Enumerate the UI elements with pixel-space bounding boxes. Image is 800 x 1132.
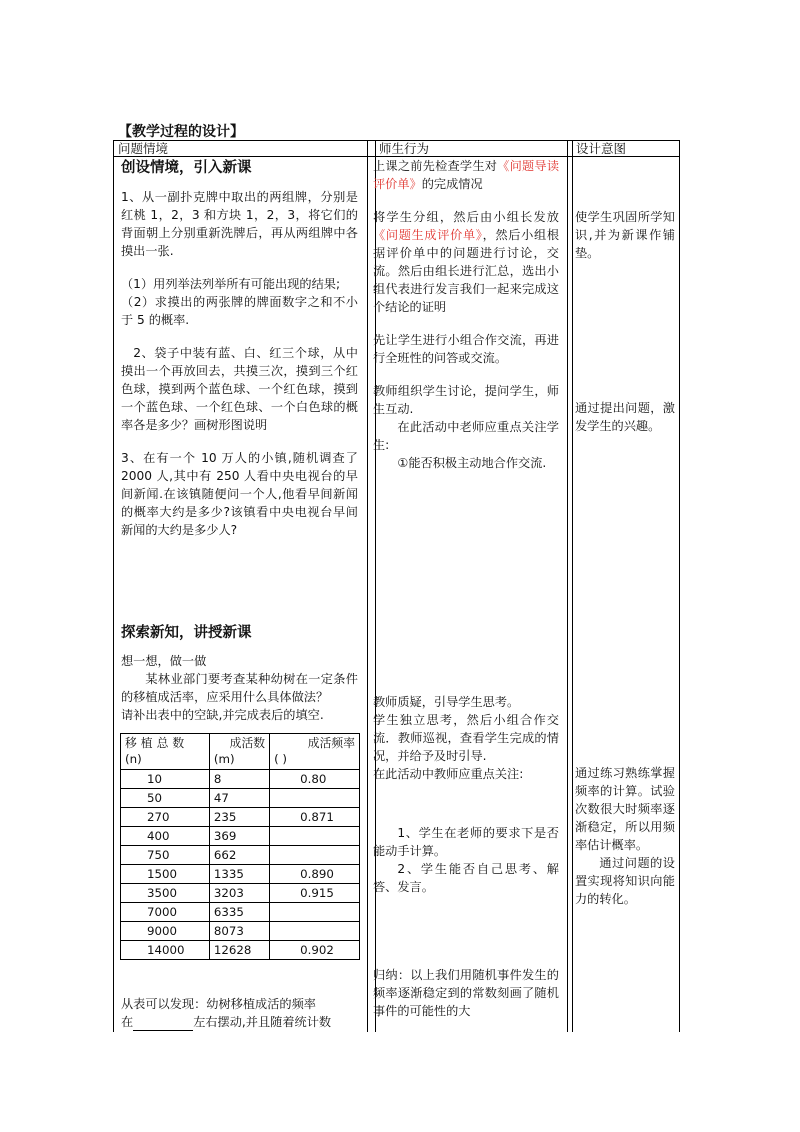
col1-content	[121, 158, 358, 539]
coop-text: 先让学生进行小组合作交流，再进行全班性的问答或交流。	[373, 333, 559, 365]
cell-f	[270, 922, 360, 941]
cell-m: 8073	[209, 922, 269, 941]
cell-n: 14000	[121, 941, 210, 960]
intent-2-text: 通过提出问题，激发学生的兴趣。	[575, 401, 675, 433]
focus-item-1: ①能否积极主动地合作交流.	[397, 456, 547, 470]
question-1a: （1）用列举法列举所有可能出现的结果;	[121, 277, 341, 291]
cell-n: 10	[121, 770, 210, 789]
check-doc: 《问题导读评价单》	[373, 159, 560, 191]
section2-title: 探索新知，讲授新课	[121, 625, 252, 641]
cell-n: 270	[121, 808, 210, 827]
discuss-text: 教师组织学生讨论，提问学生，师生互动.	[373, 384, 559, 416]
col2-content-2	[373, 693, 559, 783]
forestry-question: 某林业部门要考查某种幼树在一定条件的移植成活率，应采用什么具体做法？	[121, 672, 358, 704]
cell-m: 235	[209, 808, 269, 827]
think-prompt: 想一想，做一做	[121, 654, 207, 668]
check-text	[373, 157, 559, 193]
cell-f: 0.902	[270, 941, 360, 960]
conclusion-pre: 在	[121, 1015, 134, 1029]
col2-summary	[373, 966, 559, 1020]
table-row	[121, 865, 360, 884]
cell-f	[270, 846, 360, 865]
header-col2: 师生行为	[379, 141, 430, 156]
intent-1-text: 使学生巩固所学知识,并为新课作铺垫。	[575, 210, 675, 260]
focus-text: 在此活动中老师应重点关注学生:	[373, 420, 559, 452]
cell-m: 8	[209, 770, 269, 789]
intent-2	[575, 399, 675, 435]
cell-m: 6335	[209, 903, 269, 922]
question-3: 3、在有一个 10 万人的小镇,随机调查了 2000 人,其中有 250 人看中央电视台的早间新闻.在该镇随便问一个人,他看早间新闻的概率大约是多少?该镇看中央电视台早间新闻的大约是多少人?	[121, 451, 358, 537]
conclusion-post: 左右摆动,并且随着统计数	[193, 1015, 332, 1029]
survival-table	[120, 733, 360, 960]
table-row	[121, 922, 360, 941]
conclusion-line1: 从表可以发现：幼树移植成活的频率	[121, 997, 316, 1011]
table-row	[121, 941, 360, 960]
head-n-unit: (n)	[125, 752, 142, 766]
header-col1: 问题情境	[118, 141, 169, 156]
cell-n: 7000	[121, 903, 210, 922]
group-doc: 《问题生成评价单》	[373, 228, 483, 242]
cell-m: 662	[209, 846, 269, 865]
table-row	[121, 789, 360, 808]
question-1b: （2）求摸出的两张牌的牌面数字之和不小于 5 的概率.	[121, 295, 358, 327]
question-2: 2、袋子中装有蓝、白、红三个球，从中摸出一个再放回去，共摸三次，摸到三个红色球，摸到两个蓝色球、一个红色球，摸到一个蓝色球、一个红色球、一个白色球的概率各是多少？画树形图说明	[121, 346, 358, 432]
summary-text: 归纳：以上我们用随机事件发生的频率逐渐稳定到的常数刻画了随机事件的可能性的大	[373, 968, 559, 1018]
cell-f	[270, 827, 360, 846]
table-row	[121, 827, 360, 846]
section1-title: 创设情境，引入新课	[121, 160, 252, 176]
cell-n: 3500	[121, 884, 210, 903]
fill-table-instruction: 请补出表中的空缺,并完成表后的填空.	[121, 708, 324, 722]
table-row	[121, 808, 360, 827]
col1-section2	[121, 623, 358, 724]
cell-f: 0.890	[270, 865, 360, 884]
table-header-row	[121, 734, 360, 770]
check-post: 的完成情况	[421, 177, 483, 191]
question-1: 1、从一副扑克牌中取出的两组牌，分别是红桃 1，2，3 和方块 1，2，3，将它们的背面朝上分别重新洗牌后，再从两组牌中各摸出一张.	[121, 190, 358, 258]
col1-conclusion	[121, 995, 358, 1031]
intent-3	[575, 764, 675, 908]
cell-m: 3203	[209, 884, 269, 903]
table-row	[121, 884, 360, 903]
col2-content	[373, 157, 559, 472]
cell-m: 12628	[209, 941, 269, 960]
group-pre: 将学生分组，然后由小组长发放	[373, 210, 559, 224]
intent-4-text: 通过问题的设置实现将知识向能力的转化。	[575, 856, 675, 906]
group-text	[373, 208, 559, 316]
check-pre: 上课之前先检查学生对	[373, 159, 498, 173]
cell-m: 47	[209, 789, 269, 808]
page-title: 【教学过程的设计】	[118, 124, 244, 140]
cell-n: 9000	[121, 922, 210, 941]
cell-f: 0.915	[270, 884, 360, 903]
cell-f	[270, 903, 360, 922]
table-row	[121, 903, 360, 922]
cell-n: 400	[121, 827, 210, 846]
group-post: ，然后小组根据评价单中的问题进行讨论，交流。然后由组长进行汇总，选出小组代表进行发言我们一起来完成这个结论的证明	[373, 228, 560, 314]
head-f-unit: ( )	[274, 752, 288, 766]
cell-f: 0.80	[270, 770, 360, 789]
head-n-label: 移植总数	[125, 736, 189, 750]
answer-blank[interactable]	[133, 1016, 193, 1031]
table-row	[121, 846, 360, 865]
conclusion-line2	[121, 1013, 358, 1031]
cell-f	[270, 789, 360, 808]
cell-f: 0.871	[270, 808, 360, 827]
point-2: 2、学生能否自己思考、解答、发言。	[373, 862, 559, 894]
point-1: 1、学生在老师的要求下是否能动手计算。	[373, 826, 559, 858]
intent-1	[575, 208, 675, 262]
cell-m: 369	[209, 827, 269, 846]
head-m-label: 成活数	[229, 736, 266, 750]
intent-3-text: 通过练习熟练掌握频率的计算。试验次数很大时频率逐渐稳定，所以用频率估计概率。	[575, 766, 675, 852]
head-f-label: 成活频率	[307, 736, 355, 750]
focus2-text: 在此活动中教师应重点关注:	[373, 767, 524, 781]
cell-n: 50	[121, 789, 210, 808]
header-col3: 设计意图	[576, 141, 627, 156]
question-text: 教师质疑，引导学生思考。	[373, 695, 520, 709]
cell-m: 1335	[209, 865, 269, 884]
cell-n: 750	[121, 846, 210, 865]
independent-text: 学生独立思考，然后小组合作交流．教师巡视，查看学生完成的情况，并给予及时引导.	[373, 713, 559, 763]
cell-n: 1500	[121, 865, 210, 884]
col2-content-3	[373, 824, 559, 896]
head-m-unit: (m)	[213, 752, 235, 766]
table-row	[121, 770, 360, 789]
